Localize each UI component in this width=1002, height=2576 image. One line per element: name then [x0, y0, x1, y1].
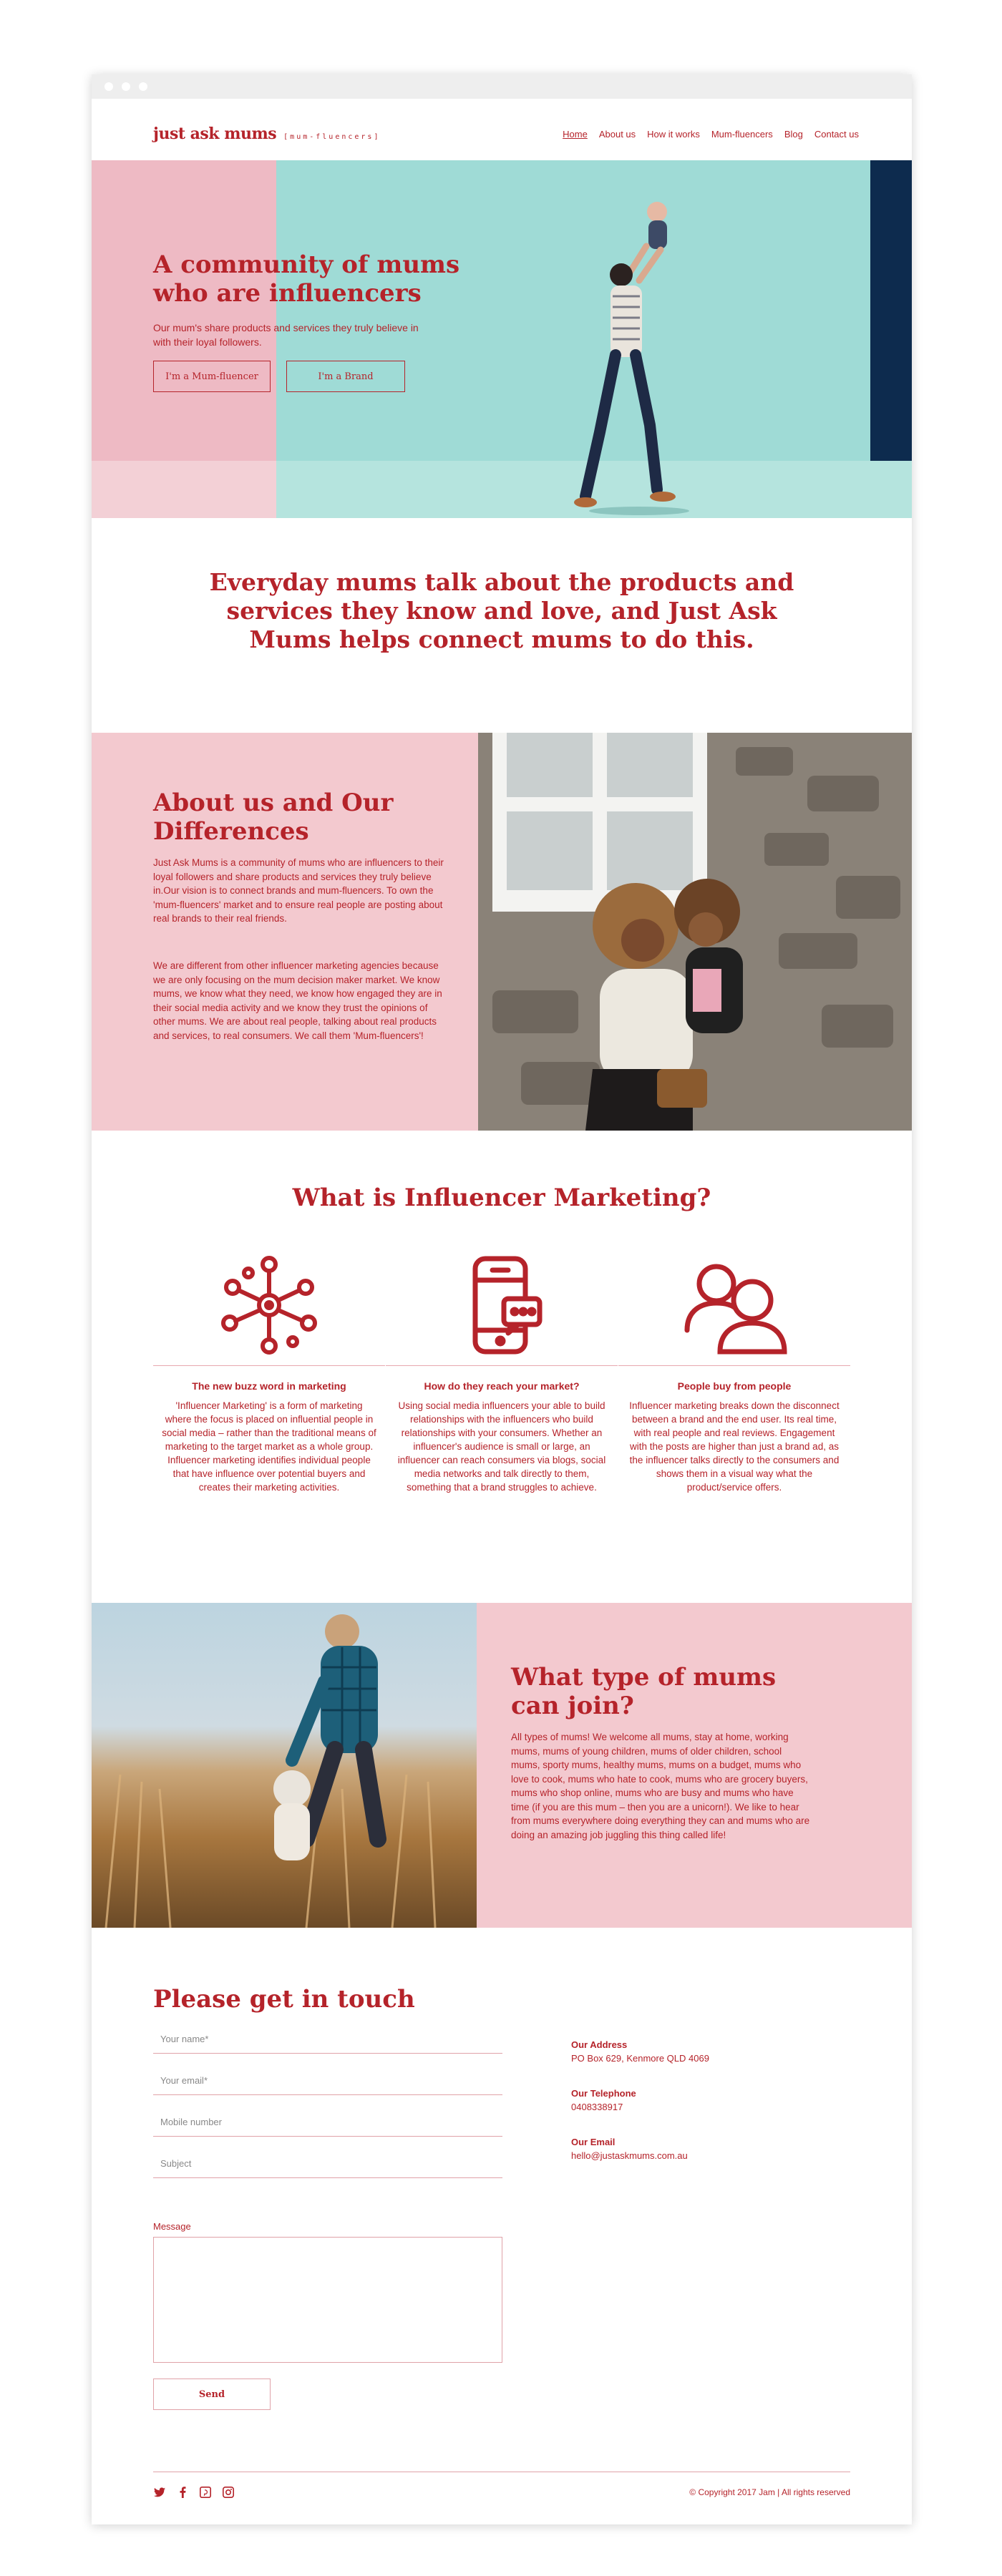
- hero-dark-edge: [870, 160, 912, 461]
- logo-subtitle: [mum-fluencers]: [283, 133, 381, 141]
- window-dot: [104, 82, 113, 91]
- facebook-icon[interactable]: [176, 2486, 189, 2499]
- social-links: [153, 2486, 235, 2499]
- network-icon: [153, 1248, 385, 1362]
- twitter-icon[interactable]: [153, 2486, 166, 2499]
- address-value: PO Box 629, Kenmore QLD 4069: [571, 2053, 709, 2064]
- address-label: Our Address: [571, 2039, 628, 2050]
- name-field[interactable]: Your name*: [153, 2025, 502, 2054]
- email-value[interactable]: hello@justaskmums.com.au: [571, 2150, 688, 2161]
- nav-mum-fluencers[interactable]: Mum-fluencers: [711, 129, 773, 140]
- feature-text: Using social media influencers your able to build relationships with the influencers who build relationships with your consumers. Whether an influencer's audience is small or large, an influencer can reach consumers via blogs, social media networks and talk directly to them, something that a brand struggles to achieve.: [397, 1400, 606, 1493]
- browser-window: [92, 74, 912, 2524]
- window-dot: [122, 82, 130, 91]
- mobile-field[interactable]: Mobile number: [153, 2108, 502, 2137]
- hero-section: [92, 160, 912, 518]
- main-nav: [563, 129, 859, 140]
- join-photo-father-child: [92, 1603, 477, 1928]
- join-text: All types of mums! We welcome all mums, stay at home, working mums, mums of young children, mums of older children, school mums, sporty mums, healthy mums, mums on a budget, mums who love to cook, mums who hate to cook, mums who are grocery buyers, mums who shop online, mums who are busy and mums who have time (if you are this mum – then you are a unicorn!). We like to hear from mums everywhere doing everything they can and mums who are doing an amazing job juggling this thing called life!: [511, 1732, 810, 1840]
- send-button[interactable]: Send: [153, 2379, 271, 2410]
- feature-column-people: [618, 1248, 850, 1494]
- address-block: [571, 2039, 829, 2064]
- join-section: [92, 1603, 912, 1928]
- message-label: Message: [153, 2221, 191, 2232]
- about-paragraph-1: Just Ask Mums is a community of mums who are influencers to their loyal followers and share products and services they truly believe in.Our vision is to connect brands and mum-fluencers. To own the 'mum-fluencers' market and to ensure real people are posting about real brands to their real friends.: [153, 857, 444, 924]
- feature-heading: People buy from people: [677, 1380, 792, 1392]
- column-divider: [386, 1365, 618, 1366]
- join-photo: [92, 1603, 477, 1928]
- hero-photo-mother-child: [571, 196, 700, 518]
- nav-about-us[interactable]: About us: [598, 129, 636, 140]
- telephone-block: [571, 2088, 829, 2112]
- copyright-text: © Copyright 2017 Jam | All rights reserved: [689, 2487, 850, 2497]
- site-header: [92, 99, 912, 160]
- about-paragraph-2: We are different from other influencer marketing agencies because we are only focusing on the mum decision maker market. We know mums, we know what they need, we know how engaged they are in their social media activity and we know they trust the opinions of other mums. We are about real people, talking about real products and services, to real consumers. We call them 'Mum-fluencers'!: [153, 960, 442, 1041]
- column-divider: [618, 1365, 850, 1366]
- hero-text: Our mum's share products and services they truly believe in with their loyal followers.: [153, 322, 419, 348]
- feature-column-reach: [386, 1248, 618, 1494]
- about-photo: [478, 733, 912, 1131]
- influencer-marketing-title: What is Influencer Marketing?: [292, 1184, 711, 1212]
- feature-heading: The new buzz word in marketing: [192, 1380, 346, 1392]
- column-divider: [153, 1365, 385, 1366]
- feature-heading: How do they reach your market?: [424, 1380, 580, 1392]
- pinterest-icon[interactable]: [199, 2486, 212, 2499]
- phone-chat-icon: [386, 1248, 618, 1362]
- im-a-mum-fluencer-button[interactable]: I'm a Mum-fluencer: [153, 361, 271, 392]
- about-section: [92, 733, 912, 1131]
- im-a-brand-button[interactable]: I'm a Brand: [286, 361, 405, 392]
- contact-title: Please get in touch: [153, 1985, 415, 2014]
- email-label: Our Email: [571, 2137, 616, 2147]
- subject-field[interactable]: Subject: [153, 2150, 502, 2178]
- browser-chrome: [92, 74, 912, 99]
- site-logo[interactable]: [153, 125, 380, 143]
- nav-home[interactable]: Home: [563, 129, 588, 140]
- join-title: What type of mums can join?: [511, 1663, 777, 1720]
- telephone-value[interactable]: 0408338917: [571, 2102, 623, 2112]
- window-dot: [139, 82, 147, 91]
- hero-floor-pink: [92, 461, 276, 518]
- nav-contact-us[interactable]: Contact us: [814, 129, 859, 140]
- feature-text: 'Influencer Marketing' is a form of marketing where the focus is placed on influential people in social media – rather than the traditional means of marketing to the target market as a whole group. Influencer marketing identifies individual people that have influence over potential buyers and creates their marketing activities.: [162, 1400, 376, 1493]
- about-title: About us and Our Differences: [153, 789, 394, 846]
- feature-text: Influencer marketing breaks down the disconnect between a brand and the end user. Its real time, with real people and real reviews. Engagement with the posts are higher than just a brand ad, as the influencer talks directly to the consumers and shows them in a visual way what the product/service offers.: [629, 1400, 840, 1493]
- instagram-icon[interactable]: [222, 2486, 235, 2499]
- telephone-label: Our Telephone: [571, 2088, 636, 2099]
- email-block: [571, 2137, 829, 2161]
- mission-statement: Everyday mums talk about the products and services they know and love, and Just Ask Mums helps connect mums to do this.: [209, 568, 794, 653]
- hero-title: A community of mums who are influencers: [153, 250, 460, 308]
- nav-how-it-works[interactable]: How it works: [647, 129, 700, 140]
- email-field[interactable]: Your email*: [153, 2067, 502, 2095]
- about-photo-mother-daughter: [478, 733, 912, 1131]
- feature-column-buzz: [153, 1248, 385, 1494]
- message-textarea[interactable]: [153, 2237, 502, 2363]
- nav-blog[interactable]: Blog: [784, 129, 803, 140]
- logo-text: just ask mums: [153, 125, 277, 143]
- people-icon: [618, 1248, 850, 1362]
